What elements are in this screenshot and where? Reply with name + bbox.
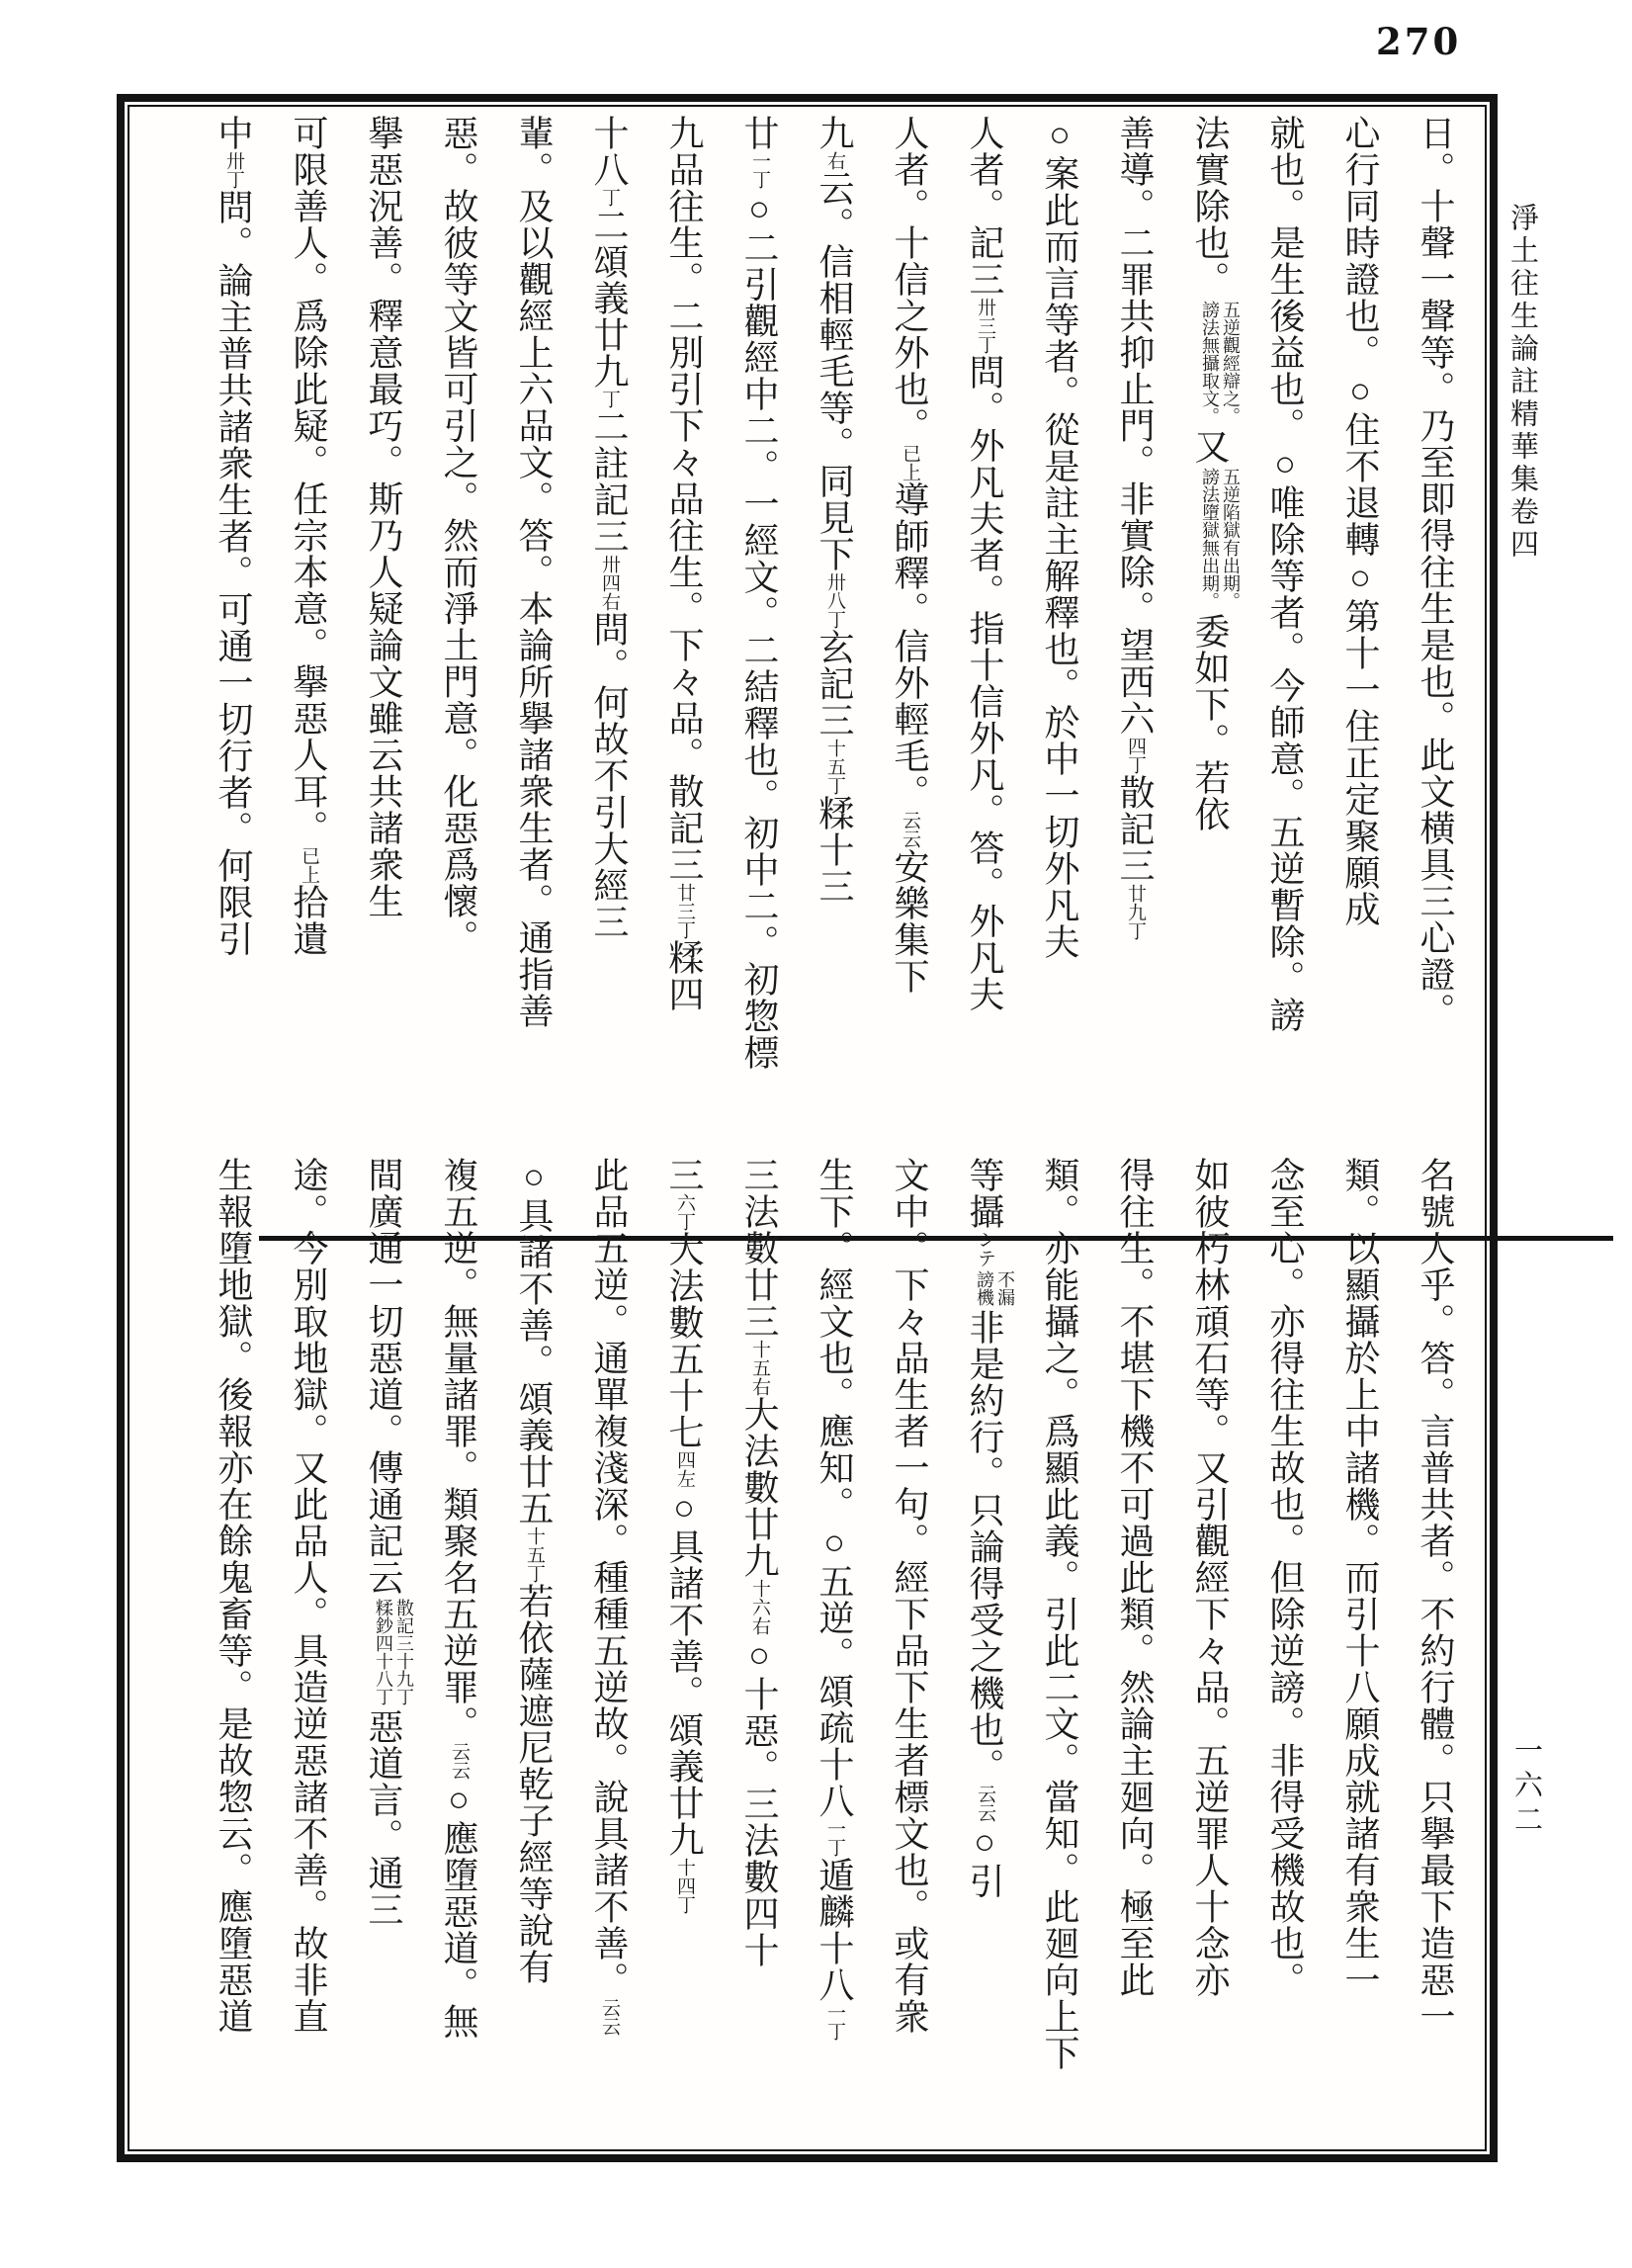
text-column: 中卅丁問。論主普共諸衆生者。可通一切行者。何限引 bbox=[214, 115, 253, 957]
warichu-line: 五逆觀經辯之。 bbox=[1221, 301, 1241, 425]
warichu-note bbox=[974, 1270, 1015, 1306]
text-column: 人者。十信之外也。已上導師釋。信外輕毛。云云安樂集下 bbox=[890, 115, 929, 995]
citation-note: 十五丁 bbox=[524, 1527, 545, 1583]
text-column: 善導。二罪共抑止門。非實除。望西六四丁散記三廿九丁 bbox=[1115, 115, 1155, 940]
citation-note: 卅丁 bbox=[223, 151, 244, 189]
citation-note: 一丁 bbox=[824, 2003, 845, 2041]
citation-note: 廿三丁 bbox=[674, 883, 695, 939]
citation-note: 云云 bbox=[599, 1998, 620, 2036]
citation-note: 已上 bbox=[900, 444, 920, 481]
text-column: 途。今別取地獄。又此品人。具造逆惡諸不善。故非直 bbox=[289, 1157, 328, 2035]
text-column: ○具諸不善。頌義廿五十五丁若依薩遮尼乾子經等說有 bbox=[514, 1157, 554, 1985]
bottom-text-block bbox=[148, 1157, 1473, 2134]
citation-note: 十五右 bbox=[749, 1340, 770, 1396]
citation-note: 丁 bbox=[599, 188, 620, 207]
citation-note: 云云 bbox=[449, 1742, 470, 1780]
citation-note: 卅四右 bbox=[599, 555, 620, 611]
text-column: 等攝シテ 不漏 謗機 非是約行。只論得受之機也。云云○引 bbox=[965, 1157, 1015, 1899]
text-column: 名號人乎。答。言普共者。不約行體。只擧最下造惡一 bbox=[1416, 1157, 1455, 2035]
text-column: 生報墮地獄。後報亦在餘鬼畜等。是故惣云。應墮惡道 bbox=[214, 1157, 253, 2035]
text-column: 生下。經文也。應知。○五逆。頌疏十八一丁遁麟十八一丁 bbox=[815, 1157, 854, 2041]
citation-note: 十六右 bbox=[749, 1579, 770, 1635]
warichu-line: 五逆陷獄有出期。 bbox=[1221, 468, 1241, 610]
running-title: 淨土往生論註精華集卷四 bbox=[1506, 203, 1538, 562]
text-column: 念至心。亦得往生故也。但除逆謗。非得受機故也。 bbox=[1265, 1157, 1305, 1998]
citation-note: 卅三丁 bbox=[975, 298, 995, 354]
warichu-note bbox=[1199, 301, 1241, 425]
citation-note: 卅八丁 bbox=[824, 572, 845, 629]
citation-note: 一丁 bbox=[749, 151, 770, 189]
top-text-block bbox=[148, 115, 1473, 1121]
citation-note: 四左 bbox=[674, 1450, 695, 1488]
text-column: 日。十聲一聲等。乃至即得往生是也。此文横具三心證。 bbox=[1416, 115, 1455, 1029]
citation-note: 云云 bbox=[900, 811, 920, 848]
citation-note: 四丁 bbox=[1125, 737, 1146, 774]
warichu-line: 謗機 bbox=[975, 1270, 994, 1306]
text-column: ○案此而言等者。從是註主解釋也。於中一切外凡夫 bbox=[1040, 115, 1079, 960]
text-column: 類。亦能攝之。爲顯此義。引此二文。當知。此廻向上下 bbox=[1040, 1157, 1079, 2071]
text-column: 就也。是生後益也。○唯除等者。今師意。五逆暫除。謗 bbox=[1265, 115, 1305, 1033]
citation-note: 一丁 bbox=[824, 1819, 845, 1857]
citation-note: 六丁 bbox=[674, 1193, 695, 1231]
citation-note: 十四丁 bbox=[674, 1858, 695, 1914]
warichu-line: 謗法墮獄無出期。 bbox=[1200, 468, 1220, 610]
text-column: 如彼朽林頑石等。又引觀經下々品。五逆罪人十念亦 bbox=[1190, 1157, 1230, 1998]
text-column: 九品往生。二別引下々品往生。下々品。散記三廿三丁糅四 bbox=[664, 115, 704, 1012]
text-column: 得往生。不堪下機不可過此類。然論主廻向。極至此 bbox=[1115, 1157, 1155, 1998]
text-column: 文中。下々品生者一句。經下品下生者標文也。或有衆 bbox=[890, 1157, 929, 2035]
warichu-line: 不漏 bbox=[995, 1270, 1015, 1306]
text-column: 九右云。信相輕毛等。同見下卅八丁玄記三十五丁糅十三 bbox=[815, 115, 854, 905]
citation-note: シテ bbox=[975, 1230, 995, 1267]
warichu-line: 散記三十九丁 bbox=[394, 1599, 414, 1705]
citation-note: 已上 bbox=[299, 846, 319, 884]
page-number: 270 bbox=[1376, 20, 1462, 63]
warichu-line: 謗法無攝取文。 bbox=[1200, 301, 1220, 425]
warichu-note bbox=[1199, 468, 1241, 610]
text-column: 可限善人。爲除此疑。任宗本意。擧惡人耳。已上拾遺 bbox=[289, 115, 328, 957]
citation-note: 十五丁 bbox=[824, 739, 845, 795]
text-column: 擧惡況善。釋意最巧。斯乃人疑論文雖云共諸衆生 bbox=[364, 115, 403, 919]
citation-note: 廿九丁 bbox=[1125, 884, 1146, 940]
text-column: 十八丁二頌義廿九丁二註記三卅四右問。何故不引大經三 bbox=[589, 115, 629, 940]
text-column: 輩。及以觀經上六品文。答。本論所擧諸衆生者。通指善 bbox=[514, 115, 554, 1029]
text-column: 三六丁大法數五十七四左○具諸不善。頌義廿九十四丁 bbox=[664, 1157, 704, 1914]
text-column: 心行同時證也。○住不退轉○第十一住正定聚願成 bbox=[1340, 115, 1380, 927]
text-column: 法實除也。 五逆觀經辯之。 謗法無攝取文。 又 五逆陷獄有出期。 謗法墮獄無出期。 委如下。若依 bbox=[1190, 115, 1241, 832]
folio-number: 一六二 bbox=[1510, 1735, 1542, 1839]
warichu-line: 糅鈔四十八丁 bbox=[374, 1599, 393, 1705]
warichu-note bbox=[373, 1599, 414, 1705]
text-column: 複五逆。無量諸罪。類聚名五逆罪。云云○應墮惡道。無 bbox=[439, 1157, 478, 2040]
text-column: 類。以顯攝於上中諸機。而引十八願成就諸有衆生一 bbox=[1340, 1157, 1380, 1998]
text-column: 三法數廿三十五右大法數廿九十六右○十惡。三法數四十 bbox=[739, 1157, 779, 1968]
citation-note: 云云 bbox=[975, 1785, 995, 1822]
text-column: 人者。記三卅三丁問。外凡夫者。指十信外凡。答。外凡夫 bbox=[965, 115, 1004, 1012]
citation-note: 右 bbox=[824, 151, 845, 170]
text-column: 此品五逆。通單複淺深。種種五逆故。說具諸不善。云云 bbox=[589, 1157, 629, 2036]
citation-note: 丁 bbox=[599, 390, 620, 408]
text-column: 惡。故彼等文皆可引之。然而淨土門意。化惡爲懷。 bbox=[439, 115, 478, 956]
text-column: 廿一丁○二引觀經中二。一經文。二結釋也。初中二。初惣標 bbox=[739, 115, 779, 1071]
text-column: 間廣通一切惡道。傳通記云 散記三十九丁 糅鈔四十八丁 惡道言。通三 bbox=[364, 1157, 414, 1928]
